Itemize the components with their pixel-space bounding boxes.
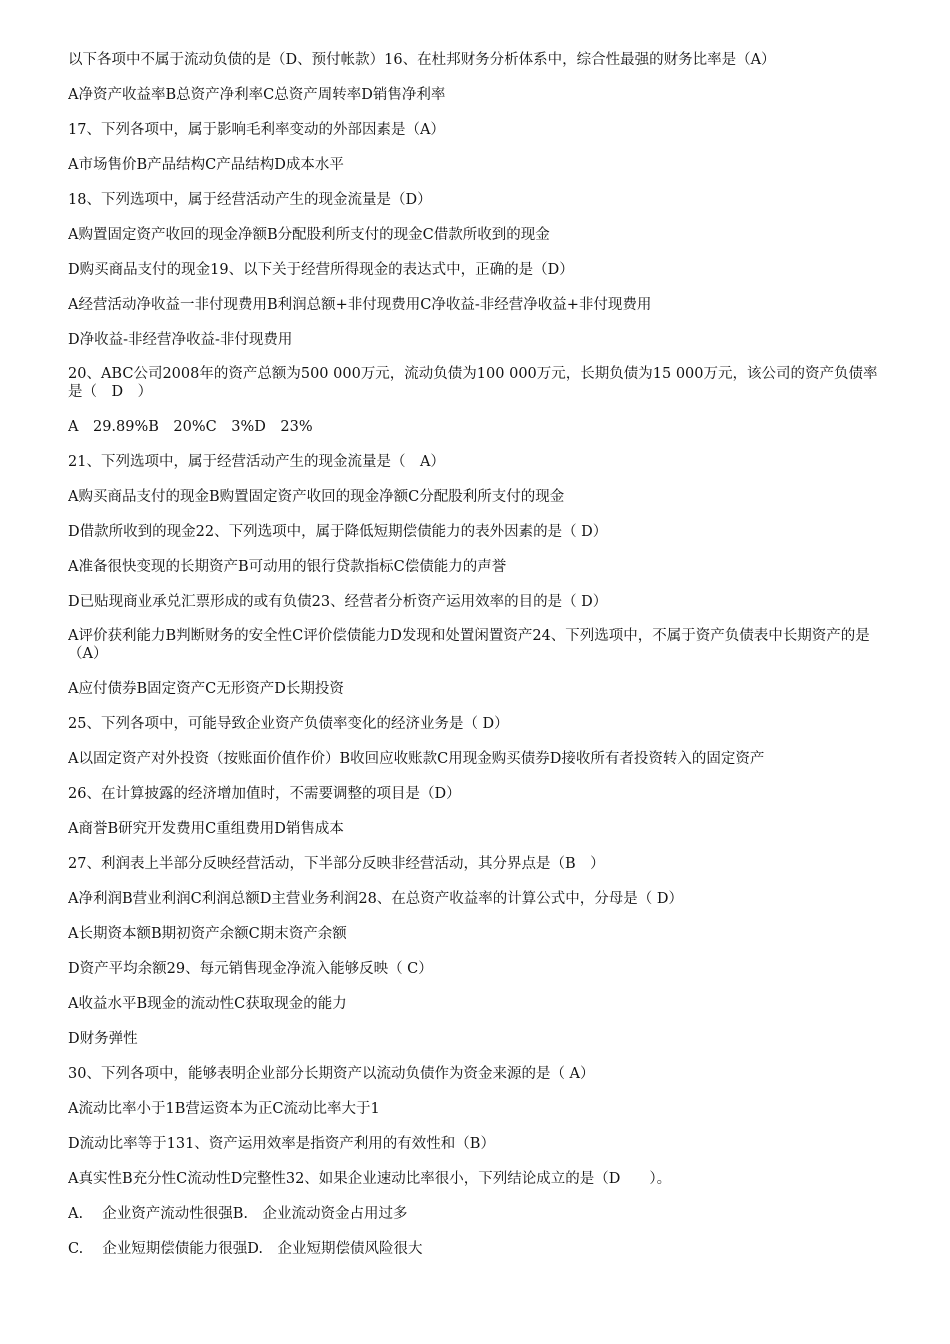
text-line: 27、利润表上半部分反映经营活动，下半部分反映非经营活动，其分界点是（B ） xyxy=(68,856,605,872)
text-line: A净利润B营业利润C利润总额D主营业务利润28、在总资产收益率的计算公式中，分母是（ D） xyxy=(68,891,684,907)
text-paragraph: A评价获利能力B判断财务的安全性C评价偿债能力D发现和处置闲置资产24、下列选项中，不属于资产负债表中长期资产的是（A） xyxy=(68,628,870,662)
text-line: D流动比率等于131、资产运用效率是指资产利用的有效性和（B） xyxy=(68,1136,495,1152)
text-line: A市场售价B产品结构C产品结构D成本水平 xyxy=(68,157,344,173)
text-line: 以下各项中不属于流动负债的是（D、预付帐款）16、在杜邦财务分析体系中，综合性最强的财务比率是（A） xyxy=(68,52,776,68)
text-line: D购买商品支付的现金19、以下关于经营所得现金的表达式中，正确的是（D） xyxy=(68,262,574,278)
text-line: A. 企业资产流动性很强B. 企业流动资金占用过多 xyxy=(68,1206,408,1222)
text-line: 18、下列选项中，属于经营活动产生的现金流量是（D） xyxy=(68,192,432,208)
text-line: A收益水平B现金的流动性C获取现金的能力 xyxy=(68,996,347,1012)
text-line: A商誉B研究开发费用C重组费用D销售成本 xyxy=(68,821,344,837)
text-line: A准备很快变现的长期资产B可动用的银行贷款指标C偿债能力的声誉 xyxy=(68,559,507,575)
text-line: C. 企业短期偿债能力很强D. 企业短期偿债风险很大 xyxy=(68,1241,423,1257)
text-line: A购买商品支付的现金B购置固定资产收回的现金净额C分配股利所支付的现金 xyxy=(68,489,565,505)
text-line: 25、下列各项中，可能导致企业资产负债率变化的经济业务是（ D） xyxy=(68,716,509,732)
text-line: 21、下列选项中，属于经营活动产生的现金流量是（ A） xyxy=(68,454,445,470)
text-line: A净资产收益率B总资产净利率C总资产周转率D销售净利率 xyxy=(68,87,446,103)
text-line: 30、下列各项中，能够表明企业部分长期资产以流动负债作为资金来源的是（ A） xyxy=(68,1066,595,1082)
text-line: D已贴现商业承兑汇票形成的或有负债23、经营者分析资产运用效率的目的是（ D） xyxy=(68,594,608,610)
text-line: 17、下列各项中，属于影响毛利率变动的外部因素是（A） xyxy=(68,122,445,138)
text-line: A真实性B充分性C流动性D完整性32、如果企业速动比率很小，下列结论成立的是（D ）。 xyxy=(68,1171,672,1187)
document-page xyxy=(68,50,890,1274)
text-line: A流动比率小于1B营运资本为正C流动比率大于1 xyxy=(68,1101,380,1117)
text-line: A经营活动净收益一非付现费用B利润总额+非付现费用C净收益-非经营净收益+非付现费用 xyxy=(68,297,652,313)
text-line: D借款所收到的现金22、下列选项中，属于降低短期偿债能力的表外因素的是（ D） xyxy=(68,524,608,540)
text-line: D净收益-非经营净收益-非付现费用 xyxy=(68,332,293,348)
text-line: A应付债券B固定资产C无形资产D长期投资 xyxy=(68,681,344,697)
text-line: D资产平均余额29、每元销售现金净流入能够反映（ C） xyxy=(68,961,433,977)
text-line: A以固定资产对外投资（按账面价值作价）B收回应收账款C用现金购买债券D接收所有者投资转入的固定资产 xyxy=(68,751,765,767)
text-paragraph: 20、ABC公司2008年的资产总额为500 000万元，流动负债为100 000万元，长期负债为15 000万元，该公司的资产负债率是（ D ） xyxy=(68,366,878,400)
text-line: D财务弹性 xyxy=(68,1031,138,1047)
text-line: A购置固定资产收回的现金净额B分配股利所支付的现金C借款所收到的现金 xyxy=(68,227,550,243)
text-line: A长期资本额B期初资产余额C期末资产余额 xyxy=(68,926,347,942)
text-line: 26、在计算披露的经济增加值时，不需要调整的项目是（D） xyxy=(68,786,461,802)
text-line: A 29.89%B 20%C 3%D 23% xyxy=(68,419,313,435)
